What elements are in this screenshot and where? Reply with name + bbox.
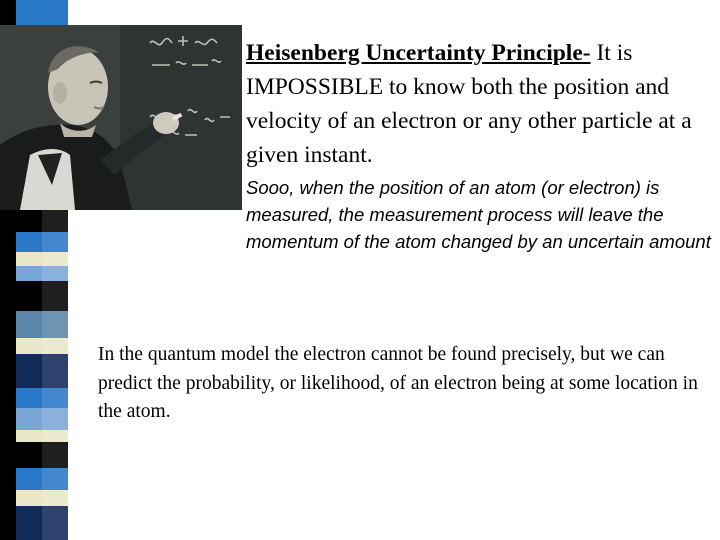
quantum-model-text: In the quantum model the electron cannot be found precisely, but we can predict the probability, or likelihood, of an electron being at some location in the atom. xyxy=(98,344,698,422)
principle-paragraph xyxy=(246,36,716,172)
principle-title: Heisenberg Uncertainty Principle- xyxy=(246,40,591,66)
photo-illustration xyxy=(0,25,242,210)
principle-definition: It is IMPOSSIBLE to know both the position and velocity of an electron or any other particle at a given instant. xyxy=(246,40,692,168)
stripe-block xyxy=(42,210,68,540)
measurement-note: Sooo, when the position of an atom (or electron) is measured, the measurement process will leave the momentum of the atom changed by an uncertain amount xyxy=(246,177,711,252)
heisenberg-photo xyxy=(0,25,242,210)
stripe-block xyxy=(16,0,68,25)
